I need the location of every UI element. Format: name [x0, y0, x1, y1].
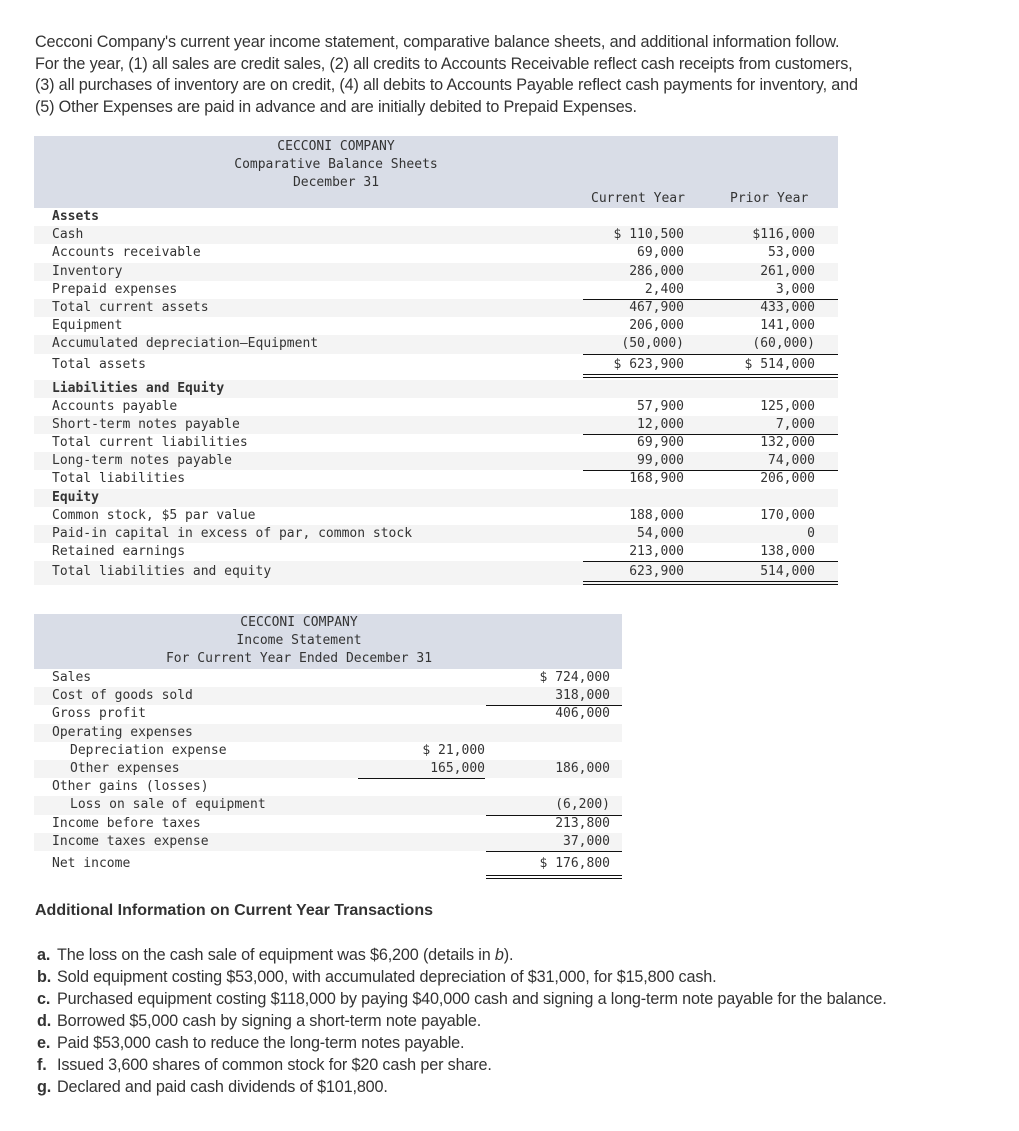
table-row: Sales $ 724,000 [52, 670, 610, 685]
company-name: CECCONI COMPANY [240, 615, 358, 630]
additional-info-heading: Additional Information on Current Year Transactions [35, 902, 433, 919]
section-heading: Equity [34, 489, 838, 507]
table-row-total: Total current assets 467,900 433,000 [34, 299, 838, 317]
table-row: Long-term notes payable 99,000 74,000 [34, 452, 838, 470]
table-row: Income taxes expense 37,000 [34, 833, 622, 851]
table-row: Cash $ 110,500 $116,000 [34, 226, 838, 244]
table-row: Inventory 286,000 261,000 [34, 263, 838, 281]
list-item: d. Borrowed $5,000 cash by signing a short-term note payable. [37, 1012, 482, 1030]
statement-title: Comparative Balance Sheets [234, 157, 438, 172]
list-item: e. Paid $53,000 cash to reduce the long-term notes payable. [37, 1034, 465, 1052]
additional-information [35, 900, 1015, 1098]
section-heading: Operating expenses [34, 724, 622, 742]
section-heading: Other gains (losses) [52, 779, 209, 795]
statement-title: Income Statement [236, 633, 362, 648]
table-row-total: Total assets $ 623,900 $ 514,000 [34, 354, 838, 378]
problem-intro [35, 32, 1015, 118]
income-statement-header [34, 614, 622, 669]
list-item: f. Issued 3,600 shares of common stock for $20 cash per share. [37, 1056, 492, 1074]
statement-date: December 31 [292, 175, 380, 190]
section-heading: Assets [52, 209, 99, 224]
balance-sheet-header [34, 136, 838, 208]
intro-line: (5) Other Expenses are paid in advance and are initially debited to Prepaid Expenses. [35, 97, 637, 116]
table-row: Accounts payable 57,900 125,000 [52, 398, 815, 414]
table-row-total: Total liabilities 168,900 206,000 [34, 470, 838, 488]
column-header-current-year: Current Year [591, 191, 685, 206]
list-item: b. Sold equipment costing $53,000, with accumulated depreciation of $31,000, for $15,800 cash. [37, 968, 717, 986]
table-row: Short-term notes payable 12,000 7,000 [34, 416, 838, 434]
table-row-total: Total liabilities and equity 623,900 514,000 [34, 561, 838, 585]
table-row-total: Net income $ 176,800 [34, 851, 622, 877]
table-row: Loss on sale of equipment (6,200) [34, 796, 622, 814]
table-row-total: Gross profit 406,000 [34, 705, 622, 723]
table-row: Accounts receivable 69,000 53,000 [52, 245, 815, 261]
comparative-balance-sheet [34, 136, 838, 585]
transaction-list [35, 944, 1015, 1098]
intro-line: (3) all purchases of inventory are on credit, (4) all debits to Accounts Payable reflect cash payments for inventory, and [35, 76, 858, 95]
table-row: Other expenses 165,000 186,000 [34, 760, 622, 778]
table-row: Prepaid expenses 2,400 3,000 [52, 281, 815, 297]
column-header-prior-year: Prior Year [730, 191, 809, 206]
list-item: c. Purchased equipment costing $118,000 by paying $40,000 cash and signing a long-term note payable for the balance. [37, 990, 887, 1008]
table-row: Common stock, $5 par value 188,000 170,000 [52, 507, 815, 523]
table-row-total: Total current liabilities 69,900 132,000 [34, 434, 838, 452]
company-name: CECCONI COMPANY [277, 139, 395, 154]
table-row: Depreciation expense $ 21,000 [70, 742, 485, 758]
list-item: a. The loss on the cash sale of equipment was $6,200 (details in b). [37, 946, 514, 964]
table-row-total: Income before taxes 213,800 [34, 815, 622, 833]
statement-period: For Current Year Ended December 31 [165, 651, 433, 666]
intro-line: For the year, (1) all sales are credit sales, (2) all credits to Accounts Receivable reflect cash receipts from customers, [35, 54, 853, 73]
table-row: Cost of goods sold 318,000 [34, 687, 622, 705]
intro-line: Cecconi Company's current year income statement, comparative balance sheets, and additional information follow. [35, 33, 840, 51]
section-heading: Liabilities and Equity [34, 380, 838, 398]
list-item: g. Declared and paid cash dividends of $101,800. [37, 1078, 388, 1096]
table-row: Retained earnings 213,000 138,000 [52, 544, 815, 560]
table-row: Accumulated depreciation—Equipment (50,000) (60,000) [34, 335, 838, 353]
table-row: Paid-in capital in excess of par, common stock 54,000 0 [34, 525, 838, 543]
income-statement [34, 614, 622, 877]
table-row: Equipment 206,000 141,000 [52, 318, 815, 334]
